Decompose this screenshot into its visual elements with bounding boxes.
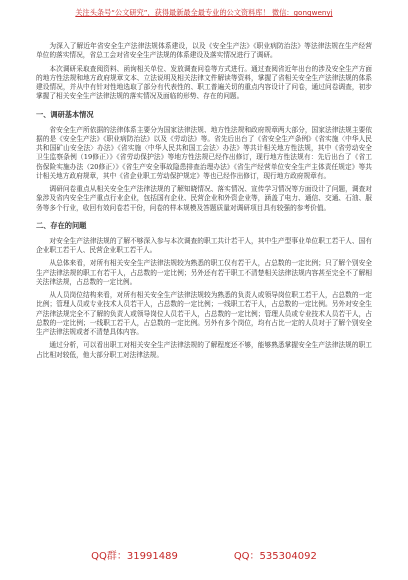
footer-qq-group[interactable]: QQ群：31991489 [91,551,178,562]
intro-paragraph-2: 本次调研采取查阅资料、函询相关单位、发放调查问卷等方式进行。通过查阅省近年出台的涉及安全生产方面的地方性法规和地方政府规章文本、立法说明及相关法律文件解读等资料，掌握了省相关安全生产法律法规的体系建设情况，并从中有针对性地选取了部分有代表性的、职工普遍关切的重点内容设计了问卷，通过问卷调查，初步掌握了相关安全生产法律法规的落实情况及面临的形势、存在的问题。 [36,64,372,101]
footer-contact [36,547,372,562]
section2-paragraph-4: 通过分析，可以看出职工对相关安全生产法律法规的了解程度还不够，能够熟悉掌握安全生产法律法规的职工占比相对较低，他大部分职工对法律法规。 [36,341,372,359]
section-title-1: 一、调研基本情况 [36,109,94,119]
section-title-2: 二、存在的问题 [36,220,87,230]
document-body [36,42,372,364]
section1-paragraph-2: 调研问卷重点从相关安全生产法律法规的了解知晓情况、落实情况、宣传学习情况等方面设计了问题，调查对象涉及省内安全生产重点行业企业，包括国有企业、民营企业和外资企业等，涵盖了电力、通信、交通、石油、服务等多个行业，收回有效问卷若干份，问卷的样本规模及答题质量对调研项目具有较强的参考价值。 [36,185,372,212]
footer-qq[interactable]: QQ：535304092 [233,551,317,562]
section2-paragraph-1: 对安全生产法律法规的了解不够深入参与本次调查的职工共计若干人，其中生产型事业单位职工若干人、国有企业职工若干人、民营企业职工若干人。 [36,236,372,254]
section1-paragraph-1: 省安全生产所依据的法律体系主要分为国家法律法规、地方性法规和政府规章两大部分，国家法律法规主要依据的是《安全生产法》《职业病防治法》以及《劳动法》等。省先后出台了《省安全生产条例》《省实施〈中华人民共和国矿山安全法〉办法》《省实施〈中华人民共和国工会法〉办法》等共计相关地方性法规，其中《省劳动安全卫生监察条例（19修正）》《省劳动保护法》等地方性法规已经作出修订，现行地方性法规有：先后出台了《省工伤保险实施办法（20修正）》《省生产安全事故隐患排查治理办法》《省生产经营单位安全生产主体责任规定》等共计相关地方政府规章，其中《省企业职工劳动保护规定》等也已经作出修订，现行地方政府规章有。 [36,125,372,180]
intro-paragraph-1: 为深入了解近年省安全生产法律法规体系建设，以及《安全生产法》《职业病防治法》等法律法规在生产经营单位的落实情况，省总工会对省安全生产法规的体系建设及落实情况进行了调研。 [36,42,372,60]
section2-paragraph-3: 从人员岗位结构来看，对所有相关安全生产法律法规较为熟悉的负责人或领导岗位职工若干人，占总数的一定比例；管理人员或专业技术人员若干人，占总数的一定比例；一线职工若干人，占总数的一定比例。另外对安全生产法律法规完全不了解的负责人或领导岗位人员若干人，占总数的一定比例；管理人员或专业技术人员若干人，占总数的一定比例；一线职工若干人，占总数的一定比例。另外有多个岗位，均有占比一定的人员对于了解个别安全生产法律法规或者不清楚具体内容。 [36,291,372,336]
section2-paragraph-2: 从总体来看，对所有相关安全生产法律法规较为熟悉的职工仅有若干人，占总数的一定比例；只了解个别安全生产法律法规的职工有若干人，占总数的一定比例；另外还有若干职工不清楚相关法律法规内容甚至完全不了解相关法律法规，占总数的一定比例。 [36,259,372,286]
header-banner[interactable]: 关注头条号“公文研究”，获得最新最全最专业的公文资料库！ 微信：gongwenyj [75,8,333,17]
